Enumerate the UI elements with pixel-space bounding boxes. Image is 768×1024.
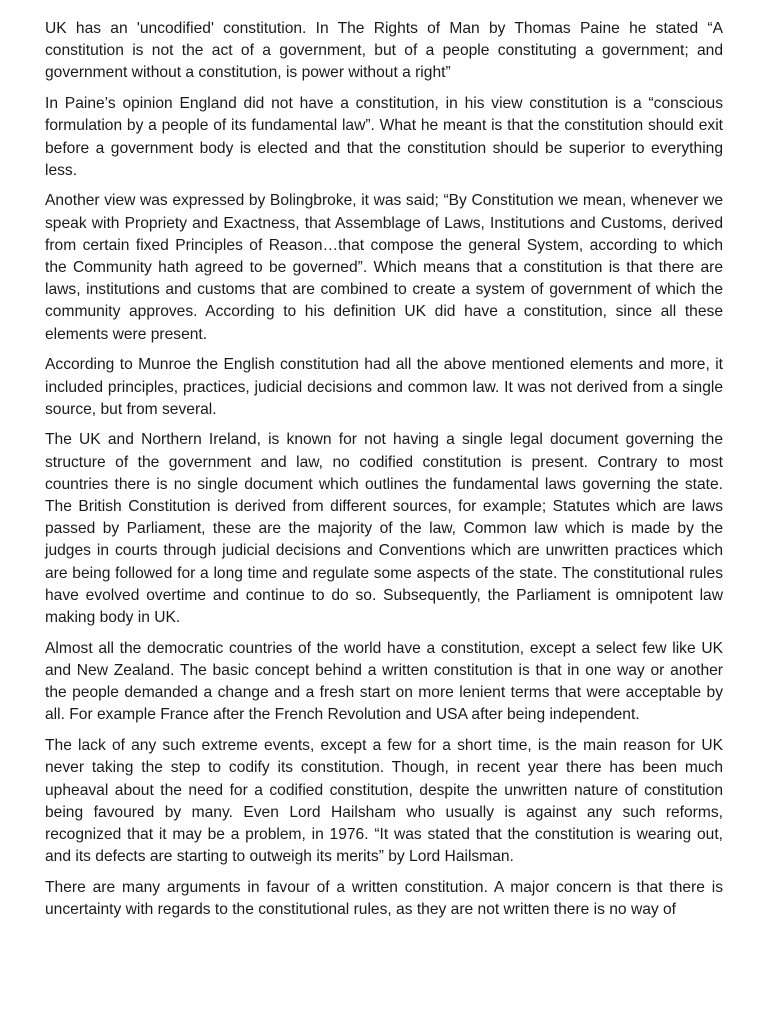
paragraph-3: Another view was expressed by Bolingbroke, it was said; “By Constitution we mean, whenever we speak with Propriety and Exactness, that Assemblage of Laws, Institutions and Customs, derived from certain fixed Principles of Reason…that compose the general System, according to which the Community hath agreed to be governed”. Which means that a constitution is that there are laws, institutions and customs that are combined to create a system of government of which the community approves. According to his definition UK did have a constitution, since all these elements were present.: [45, 192, 723, 343]
paragraph-7: The lack of any such extreme events, except a few for a short time, is the main reason for UK never taking the step to codify its constitution. Though, in recent year there has been much upheaval about the need for a codified constitution, despite the unwritten nature of constitution being favoured by many. Even Lord Hailsham who usually is against any such reforms, recognized that it may be a problem, in 1976. “It was stated that the constitution is wearing out, and its defects are starting to outweigh its merits” by Lord Hailsman.: [45, 737, 723, 866]
paragraph-5: The UK and Northern Ireland, is known for not having a single legal document governing the structure of the government and law, no codified constitution is present. Contrary to most countries there is no single document which outlines the fundamental laws governing the state. The British Constitution is derived from different sources, for example; Statutes which are laws passed by Parliament, these are the majority of the law, Common law which is made by the judges in courts through judicial decisions and Conventions which are unwritten practices which are being followed for a long time and regulate some aspects of the state. The constitutional rules have evolved overtime and continue to do so. Subsequently, the Parliament is omnipotent law making body in UK.: [45, 431, 723, 627]
paragraph-4: According to Munroe the English constitution had all the above mentioned elements and more, it included principles, practices, judicial decisions and common law. It was not derived from a single source, but from several.: [45, 356, 723, 418]
paragraph-1: UK has an 'uncodified' constitution. In The Rights of Man by Thomas Paine he stated “A constitution is not the act of a government, but of a people constituting a government; and government without a constitution, is power without a right”: [45, 20, 723, 82]
paragraph-2: In Paine’s opinion England did not have a constitution, in his view constitution is a “conscious formulation by a people of its fundamental law”. What he meant is that the constitution should exit before a government body is elected and that the constitution should be superior to everything less.: [45, 95, 723, 179]
paragraph-8: There are many arguments in favour of a written constitution. A major concern is that there is uncertainty with regards to the constitutional rules, as they are not written there is no way of: [45, 878, 723, 919]
paragraph-6: Almost all the democratic countries of the world have a constitution, except a select few like UK and New Zealand. The basic concept behind a written constitution is that in one way or another the people demanded a change and a fresh start on more lenient terms that were acceptable by all. For example France after the French Revolution and USA after being independent.: [45, 639, 723, 724]
document-page: [45, 18, 723, 930]
